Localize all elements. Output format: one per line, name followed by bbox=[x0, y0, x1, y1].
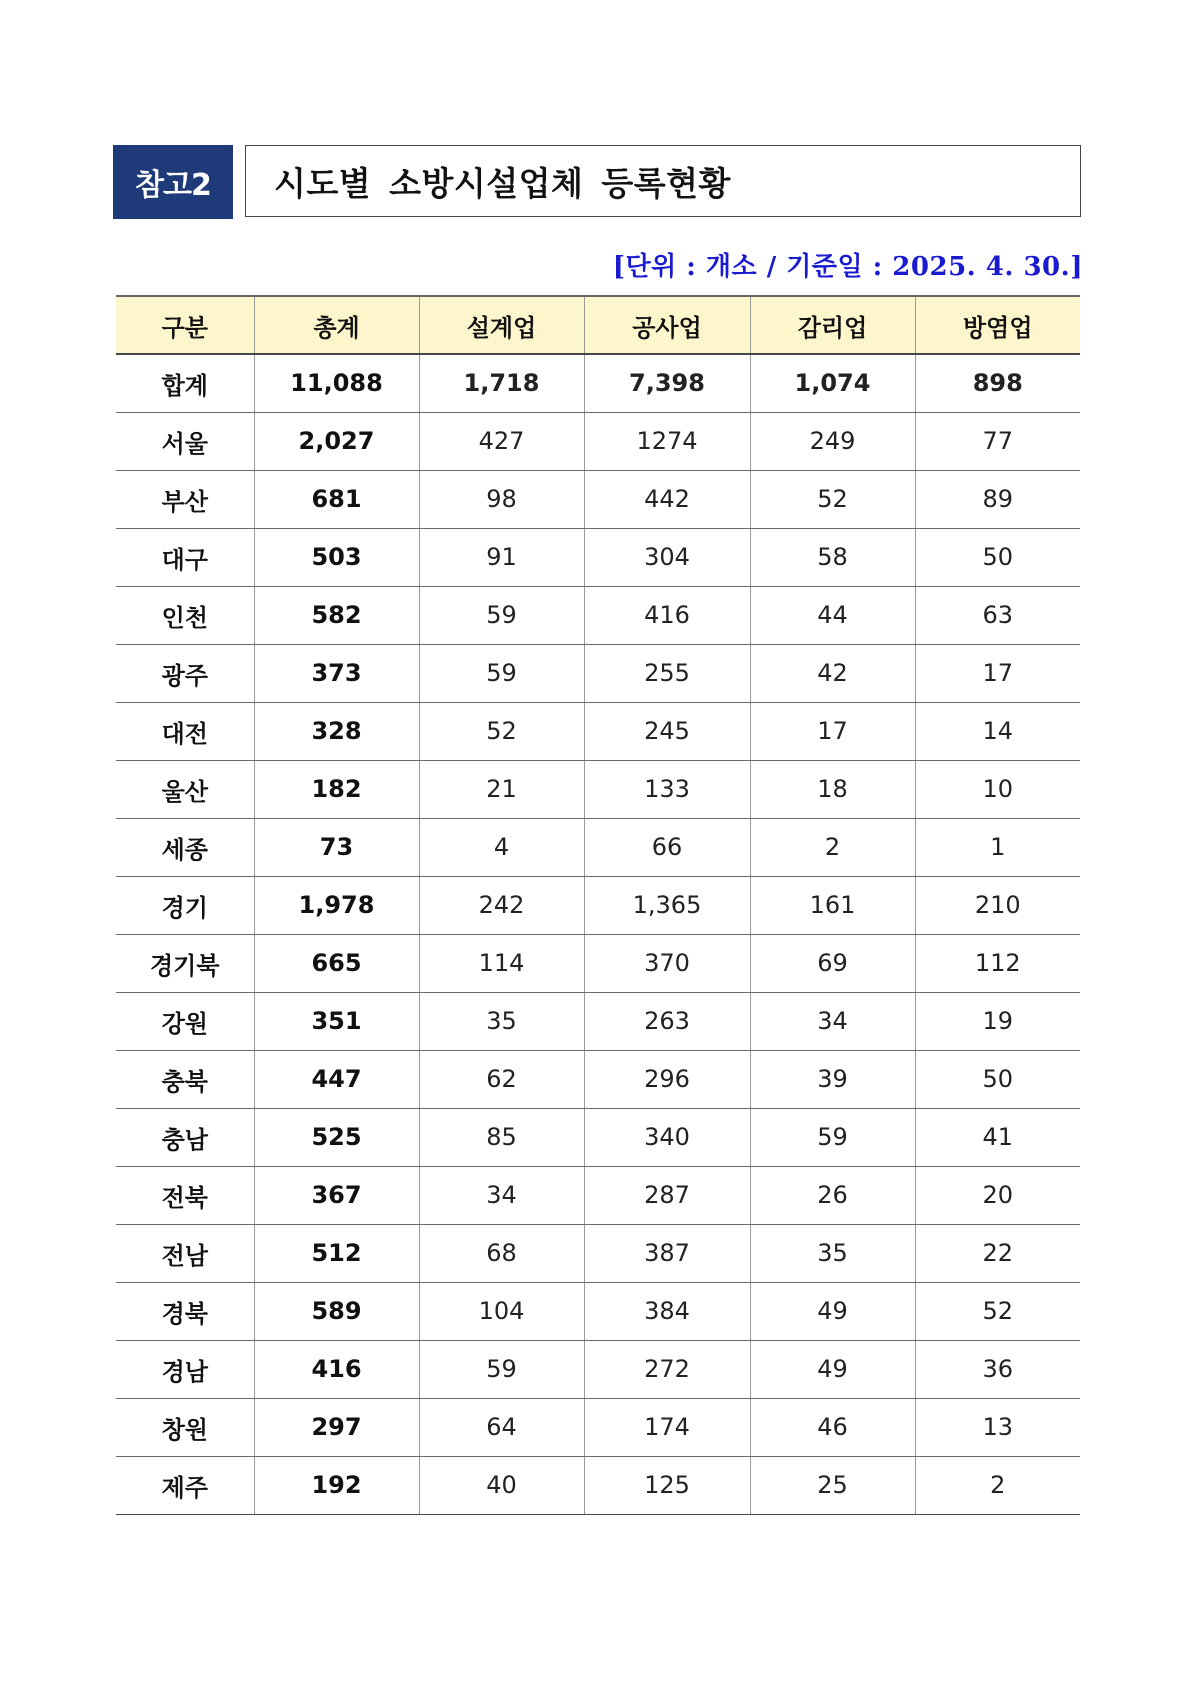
cell-design: 98 bbox=[419, 470, 584, 528]
cell-design: 64 bbox=[419, 1398, 584, 1456]
region-cell: 합계 bbox=[116, 354, 254, 412]
cell-total: 589 bbox=[254, 1282, 419, 1340]
cell-total: 1,978 bbox=[254, 876, 419, 934]
cell-total: 665 bbox=[254, 934, 419, 992]
cell-design: 21 bbox=[419, 760, 584, 818]
cell-construction: 133 bbox=[584, 760, 750, 818]
cell-supervision: 59 bbox=[750, 1108, 915, 1166]
cell-flameproof: 50 bbox=[915, 1050, 1080, 1108]
cell-supervision: 35 bbox=[750, 1224, 915, 1282]
cell-flameproof: 50 bbox=[915, 528, 1080, 586]
cell-construction: 245 bbox=[584, 702, 750, 760]
cell-supervision: 17 bbox=[750, 702, 915, 760]
cell-design: 40 bbox=[419, 1456, 584, 1514]
cell-supervision: 249 bbox=[750, 412, 915, 470]
column-header-category: 구분 bbox=[116, 296, 254, 354]
table-row bbox=[116, 876, 1080, 934]
table-row bbox=[116, 412, 1080, 470]
cell-supervision: 2 bbox=[750, 818, 915, 876]
cell-construction: 174 bbox=[584, 1398, 750, 1456]
cell-total: 681 bbox=[254, 470, 419, 528]
region-cell: 부산 bbox=[116, 470, 254, 528]
cell-construction: 7,398 bbox=[584, 354, 750, 412]
cell-design: 1,718 bbox=[419, 354, 584, 412]
cell-supervision: 25 bbox=[750, 1456, 915, 1514]
cell-total: 416 bbox=[254, 1340, 419, 1398]
table-row bbox=[116, 1050, 1080, 1108]
cell-total: 192 bbox=[254, 1456, 419, 1514]
cell-design: 114 bbox=[419, 934, 584, 992]
column-header-design: 설계업 bbox=[419, 296, 584, 354]
cell-construction: 442 bbox=[584, 470, 750, 528]
region-cell: 충남 bbox=[116, 1108, 254, 1166]
table-row bbox=[116, 586, 1080, 644]
cell-flameproof: 19 bbox=[915, 992, 1080, 1050]
cell-design: 34 bbox=[419, 1166, 584, 1224]
unit-note: [단위 : 개소 / 기준일 : 2025. 4. 30.] bbox=[612, 252, 1083, 282]
header-row bbox=[116, 296, 1080, 354]
table-row bbox=[116, 1108, 1080, 1166]
cell-supervision: 46 bbox=[750, 1398, 915, 1456]
cell-supervision: 161 bbox=[750, 876, 915, 934]
cell-construction: 416 bbox=[584, 586, 750, 644]
reference-badge bbox=[113, 145, 233, 219]
cell-construction: 66 bbox=[584, 818, 750, 876]
sum-row bbox=[116, 354, 1080, 412]
cell-flameproof: 63 bbox=[915, 586, 1080, 644]
table-row bbox=[116, 528, 1080, 586]
cell-construction: 340 bbox=[584, 1108, 750, 1166]
cell-total: 447 bbox=[254, 1050, 419, 1108]
cell-flameproof: 89 bbox=[915, 470, 1080, 528]
cell-supervision: 1,074 bbox=[750, 354, 915, 412]
table-body bbox=[116, 354, 1080, 1514]
document-title: 시도별 소방시설업체 등록현황 bbox=[274, 163, 731, 203]
cell-construction: 1274 bbox=[584, 412, 750, 470]
cell-construction: 255 bbox=[584, 644, 750, 702]
region-cell: 경남 bbox=[116, 1340, 254, 1398]
title-box bbox=[245, 145, 1081, 217]
cell-supervision: 58 bbox=[750, 528, 915, 586]
cell-construction: 263 bbox=[584, 992, 750, 1050]
table-row bbox=[116, 992, 1080, 1050]
cell-flameproof: 13 bbox=[915, 1398, 1080, 1456]
cell-design: 59 bbox=[419, 1340, 584, 1398]
cell-design: 242 bbox=[419, 876, 584, 934]
cell-total: 512 bbox=[254, 1224, 419, 1282]
table-row bbox=[116, 818, 1080, 876]
region-cell: 전남 bbox=[116, 1224, 254, 1282]
title-row bbox=[113, 145, 1083, 219]
table-row bbox=[116, 1166, 1080, 1224]
cell-flameproof: 210 bbox=[915, 876, 1080, 934]
cell-total: 525 bbox=[254, 1108, 419, 1166]
region-cell: 대구 bbox=[116, 528, 254, 586]
cell-flameproof: 14 bbox=[915, 702, 1080, 760]
cell-total: 503 bbox=[254, 528, 419, 586]
table-row bbox=[116, 760, 1080, 818]
table-row bbox=[116, 1282, 1080, 1340]
cell-total: 582 bbox=[254, 586, 419, 644]
cell-flameproof: 1 bbox=[915, 818, 1080, 876]
cell-construction: 125 bbox=[584, 1456, 750, 1514]
region-cell: 서울 bbox=[116, 412, 254, 470]
table-row bbox=[116, 702, 1080, 760]
cell-construction: 370 bbox=[584, 934, 750, 992]
column-header-total: 총계 bbox=[254, 296, 419, 354]
region-cell: 제주 bbox=[116, 1456, 254, 1514]
cell-total: 328 bbox=[254, 702, 419, 760]
cell-construction: 304 bbox=[584, 528, 750, 586]
region-cell: 세종 bbox=[116, 818, 254, 876]
column-header-flameproof: 방염업 bbox=[915, 296, 1080, 354]
cell-design: 91 bbox=[419, 528, 584, 586]
cell-supervision: 26 bbox=[750, 1166, 915, 1224]
cell-design: 62 bbox=[419, 1050, 584, 1108]
region-cell: 창원 bbox=[116, 1398, 254, 1456]
cell-flameproof: 52 bbox=[915, 1282, 1080, 1340]
cell-total: 373 bbox=[254, 644, 419, 702]
table-row bbox=[116, 1340, 1080, 1398]
cell-design: 35 bbox=[419, 992, 584, 1050]
cell-total: 182 bbox=[254, 760, 419, 818]
cell-supervision: 52 bbox=[750, 470, 915, 528]
cell-construction: 272 bbox=[584, 1340, 750, 1398]
cell-supervision: 18 bbox=[750, 760, 915, 818]
table-row bbox=[116, 1398, 1080, 1456]
cell-supervision: 42 bbox=[750, 644, 915, 702]
cell-supervision: 44 bbox=[750, 586, 915, 644]
cell-design: 52 bbox=[419, 702, 584, 760]
cell-design: 427 bbox=[419, 412, 584, 470]
region-cell: 경북 bbox=[116, 1282, 254, 1340]
region-cell: 경기 bbox=[116, 876, 254, 934]
region-cell: 강원 bbox=[116, 992, 254, 1050]
region-cell: 충북 bbox=[116, 1050, 254, 1108]
cell-total: 11,088 bbox=[254, 354, 419, 412]
cell-design: 4 bbox=[419, 818, 584, 876]
cell-design: 59 bbox=[419, 586, 584, 644]
cell-total: 297 bbox=[254, 1398, 419, 1456]
region-cell: 전북 bbox=[116, 1166, 254, 1224]
region-cell: 경기북 bbox=[116, 934, 254, 992]
table-row bbox=[116, 1456, 1080, 1514]
cell-construction: 287 bbox=[584, 1166, 750, 1224]
cell-total: 73 bbox=[254, 818, 419, 876]
cell-flameproof: 36 bbox=[915, 1340, 1080, 1398]
cell-construction: 387 bbox=[584, 1224, 750, 1282]
reference-badge-label: 참고2 bbox=[135, 168, 211, 203]
cell-flameproof: 20 bbox=[915, 1166, 1080, 1224]
cell-supervision: 49 bbox=[750, 1340, 915, 1398]
cell-supervision: 49 bbox=[750, 1282, 915, 1340]
cell-flameproof: 112 bbox=[915, 934, 1080, 992]
cell-design: 68 bbox=[419, 1224, 584, 1282]
registration-table bbox=[116, 295, 1080, 1515]
cell-flameproof: 77 bbox=[915, 412, 1080, 470]
region-cell: 광주 bbox=[116, 644, 254, 702]
cell-total: 351 bbox=[254, 992, 419, 1050]
cell-flameproof: 22 bbox=[915, 1224, 1080, 1282]
region-cell: 대전 bbox=[116, 702, 254, 760]
cell-flameproof: 898 bbox=[915, 354, 1080, 412]
cell-supervision: 39 bbox=[750, 1050, 915, 1108]
table-row bbox=[116, 470, 1080, 528]
cell-supervision: 34 bbox=[750, 992, 915, 1050]
column-header-supervision: 감리업 bbox=[750, 296, 915, 354]
cell-construction: 296 bbox=[584, 1050, 750, 1108]
column-header-construction: 공사업 bbox=[584, 296, 750, 354]
cell-flameproof: 41 bbox=[915, 1108, 1080, 1166]
cell-construction: 384 bbox=[584, 1282, 750, 1340]
table-row bbox=[116, 934, 1080, 992]
cell-total: 367 bbox=[254, 1166, 419, 1224]
cell-supervision: 69 bbox=[750, 934, 915, 992]
cell-flameproof: 2 bbox=[915, 1456, 1080, 1514]
cell-flameproof: 17 bbox=[915, 644, 1080, 702]
cell-total: 2,027 bbox=[254, 412, 419, 470]
cell-construction: 1,365 bbox=[584, 876, 750, 934]
table-row bbox=[116, 1224, 1080, 1282]
table-row bbox=[116, 644, 1080, 702]
table-header bbox=[116, 296, 1080, 354]
region-cell: 울산 bbox=[116, 760, 254, 818]
cell-flameproof: 10 bbox=[915, 760, 1080, 818]
cell-design: 59 bbox=[419, 644, 584, 702]
region-cell: 인천 bbox=[116, 586, 254, 644]
cell-design: 85 bbox=[419, 1108, 584, 1166]
cell-design: 104 bbox=[419, 1282, 584, 1340]
